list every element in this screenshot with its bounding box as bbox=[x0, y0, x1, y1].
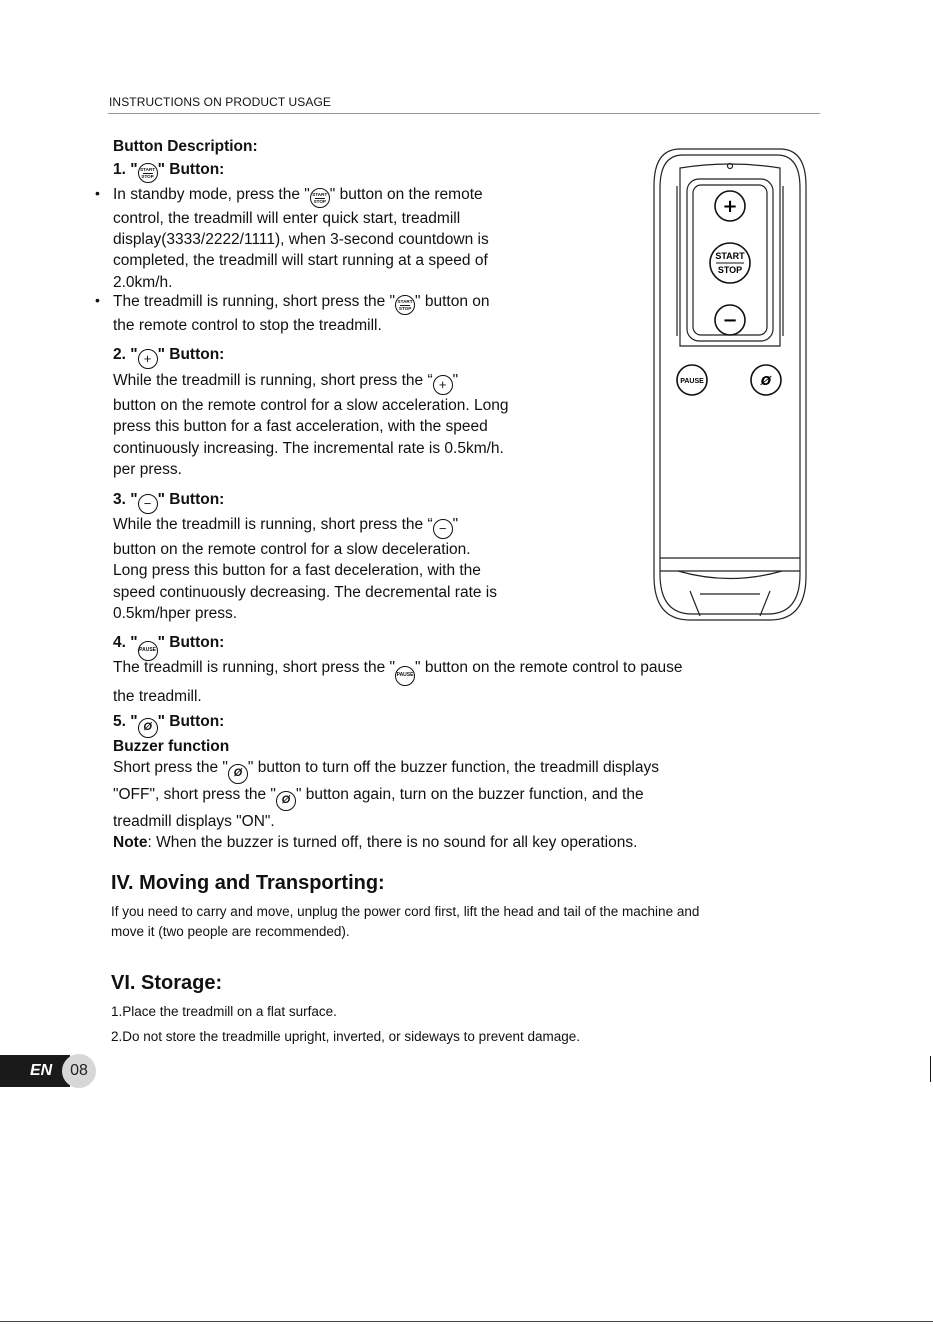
item1-title-post: " Button: bbox=[157, 161, 225, 178]
item1-bullet1-line2: control, the treadmill will enter quick start, treadmill bbox=[113, 209, 461, 227]
item5-line1: Short press the " Ø " button to turn off the buzzer function, the treadmill displays bbox=[113, 757, 659, 784]
item2-line3: press this button for a fast acceleration, with the speed bbox=[113, 418, 488, 436]
remote-plus-button bbox=[715, 191, 745, 221]
item1-bullet2-line2: the remote control to stop the treadmill. bbox=[113, 316, 382, 334]
item5-note bbox=[113, 832, 659, 853]
item2-line5: per press. bbox=[113, 461, 182, 479]
storage-line2: 2.Do not store the treadmille upright, inverted, or sideways to prevent damage. bbox=[111, 1029, 580, 1044]
pause-icon: PAUSE bbox=[395, 666, 415, 686]
bullet-dot: • bbox=[95, 292, 100, 308]
note-text: : When the buzzer is turned off, there is no sound for all key operations. bbox=[147, 834, 638, 852]
remote-buzzer-button bbox=[751, 365, 781, 395]
remote-pause-label: PAUSE bbox=[680, 378, 704, 385]
right-margin-mark bbox=[930, 1056, 931, 1082]
item3-line1: While the treadmill is running, short press the “ − " bbox=[113, 514, 497, 539]
item2-title: 2. " + " Button: bbox=[113, 344, 224, 369]
item5-body bbox=[113, 757, 659, 854]
remote-buzzer-label: Ø bbox=[760, 374, 772, 388]
item2-line1: While the treadmill is running, short press the “ + " bbox=[113, 370, 509, 395]
item3-line5: 0.5km/hper press. bbox=[113, 605, 238, 623]
moving-body bbox=[111, 902, 699, 941]
remote-minus-label: − bbox=[722, 310, 738, 331]
header-rule bbox=[108, 113, 820, 114]
start-stop-icon: START STOP bbox=[395, 295, 415, 315]
item4-title: 4. " PAUSE " Button: bbox=[113, 632, 224, 661]
remote-pause-button bbox=[677, 365, 707, 395]
buzzer-icon: Ø bbox=[276, 791, 296, 811]
item1-bullet2 bbox=[113, 291, 490, 336]
buzzer-icon: Ø bbox=[138, 718, 158, 738]
remote-control-illustration bbox=[650, 146, 810, 624]
storage-line1: 1.Place the treadmill on a flat surface. bbox=[111, 1004, 337, 1019]
item5-title: 5. " Ø " Button: bbox=[113, 711, 224, 738]
item1-bullet1-line5: 2.0km/h. bbox=[113, 273, 173, 291]
moving-line1: If you need to carry and move, unplug the power cord first, lift the head and tail of the machine and bbox=[111, 904, 700, 919]
moving-line2: move it (two people are recommended). bbox=[111, 923, 350, 939]
item1-title bbox=[113, 159, 224, 183]
note-label: Note bbox=[113, 834, 148, 852]
remote-start-stop-button bbox=[710, 243, 750, 283]
start-stop-icon-stop: STOP bbox=[141, 174, 154, 179]
start-stop-icon-start: START bbox=[140, 167, 156, 173]
button-description-heading: Button Description: bbox=[113, 138, 258, 155]
item4-line2: the treadmill. bbox=[113, 688, 202, 705]
item2-body bbox=[113, 370, 509, 481]
moving-heading: IV. Moving and Transporting: bbox=[111, 872, 385, 894]
plus-icon: + bbox=[138, 349, 158, 369]
item5-line3: treadmill displays "ON". bbox=[113, 813, 275, 830]
item4-body bbox=[113, 657, 683, 707]
footer-language-badge: EN bbox=[0, 1055, 70, 1087]
bullet-dot: • bbox=[95, 185, 100, 201]
item1-bullet1-line1: In standby mode, press the " START STOP " button on the remote bbox=[113, 184, 489, 208]
item1-bullet1-line3: display(3333/2222/1111), when 3-second countdown is bbox=[113, 230, 489, 248]
header-title: INSTRUCTIONS ON PRODUCT USAGE bbox=[109, 95, 332, 109]
footer-page-number: 08 bbox=[62, 1054, 96, 1088]
storage-heading: VI. Storage: bbox=[111, 972, 223, 994]
buzzer-subheading: Buzzer function bbox=[113, 738, 230, 755]
item2-line4: continuously increasing. The incremental rate is 0.5km/h. bbox=[113, 439, 504, 457]
remote-minus-button bbox=[715, 305, 745, 335]
item3-line3: Long press this button for a fast deceleration, with the bbox=[113, 562, 481, 580]
plus-icon: + bbox=[433, 375, 453, 395]
remote-start-label: START bbox=[715, 251, 745, 261]
remote-stop-label: STOP bbox=[717, 265, 743, 275]
item4-line1: The treadmill is running, short press the " PAUSE " button on the remote control to pause bbox=[113, 657, 683, 686]
item1-bullet1-line4: completed, the treadmill will start running at a speed of bbox=[113, 252, 488, 270]
item5-line2: "OFF", short press the " Ø " button again, turn on the buzzer function, and the bbox=[113, 784, 659, 811]
item1-bullet1 bbox=[113, 184, 489, 293]
remote-plus-label: + bbox=[722, 196, 738, 217]
start-stop-icon bbox=[138, 163, 158, 183]
item3-title: 3. " − " Button: bbox=[113, 489, 224, 514]
minus-icon: − bbox=[138, 494, 158, 514]
item1-bullet2-line1: The treadmill is running, short press the " START STOP " button on bbox=[113, 291, 490, 315]
minus-icon: − bbox=[433, 519, 453, 539]
item3-body bbox=[113, 514, 497, 625]
buzzer-icon: Ø bbox=[228, 764, 248, 784]
bottom-rule bbox=[0, 1321, 933, 1322]
item3-line4: speed continuously decreasing. The decremental rate is bbox=[113, 583, 497, 601]
item3-line2: button on the remote control for a slow deceleration. bbox=[113, 541, 471, 558]
item2-line2: button on the remote control for a slow acceleration. Long bbox=[113, 397, 509, 414]
start-stop-icon: START STOP bbox=[310, 188, 330, 208]
pause-icon: PAUSE bbox=[138, 641, 158, 661]
item1-title-pre: 1. " bbox=[113, 161, 138, 178]
